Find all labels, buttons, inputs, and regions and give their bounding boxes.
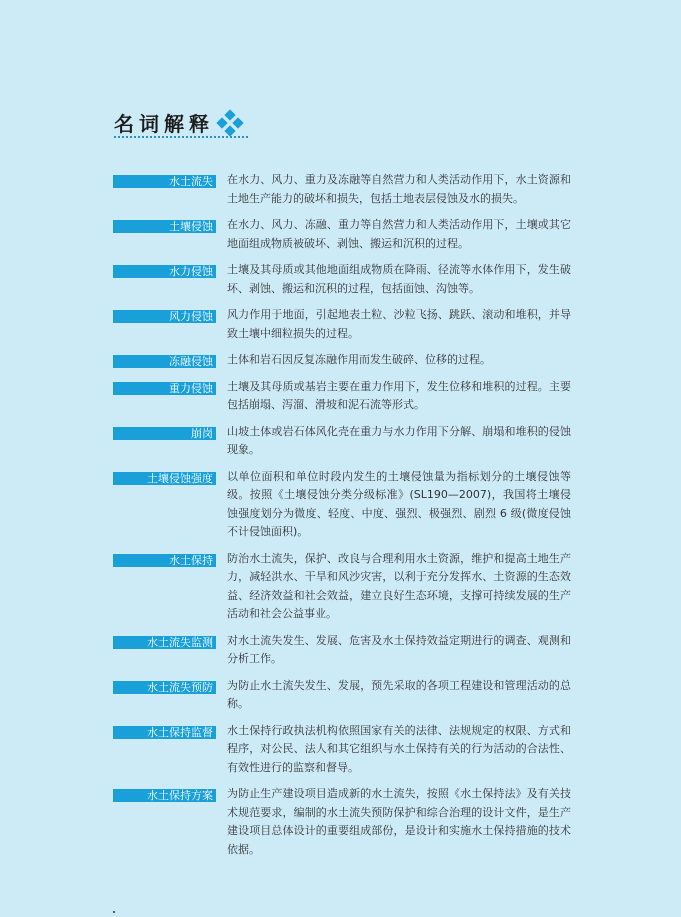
- glossary-item: [113, 468, 571, 542]
- term-definition: 风力作用于地面，引起地表土粒、沙粒飞扬、跳跃、滚动和堆积，并导致土壤中细粒损失的过程。: [227, 308, 571, 340]
- term-definition: 山坡土体或岩石体风化壳在重力与水力作用下分解、崩塌和堆积的侵蚀现象。: [227, 424, 571, 456]
- term-definition: 为防止生产建设项目造成新的水土流失，按照《水土保持法》及有关技术规范要求，编制的水土流失预防保护和综合治理的设计文件，是生产建设项目总体设计的重要组成部份，是设计和实施水土保持措施的技术依据。: [227, 787, 571, 856]
- term-label: 崩岗: [113, 427, 216, 440]
- term-definition: 在水力、风力、冻融、重力等自然营力和人类活动作用下，土壤或其它地面组成物质被破坏、剥蚀、搬运和沉积的过程。: [227, 218, 571, 250]
- page-corner-mark: [113, 911, 115, 913]
- term-label: 水土流失: [113, 175, 216, 188]
- four-diamond-icon: [218, 111, 242, 135]
- glossary-item: [113, 722, 571, 778]
- glossary-item: [113, 677, 571, 714]
- glossary-item: [113, 785, 571, 859]
- term-label: 水土保持方案: [113, 789, 216, 802]
- term-label: 水土流失监测: [113, 636, 216, 649]
- heading-underline: [114, 136, 248, 138]
- term-definition: 土壤及其母质或其他地面组成物质在降雨、径流等水体作用下，发生破坏、剥蚀、搬运和沉积的过程，包括面蚀、沟蚀等。: [227, 263, 571, 295]
- section-heading: [114, 108, 242, 137]
- glossary-item: [113, 216, 571, 253]
- term-definition: 对水土流失发生、发展、危害及水土保持效益定期进行的调查、观测和分析工作。: [227, 633, 571, 665]
- term-definition: 水土保持行政执法机构依照国家有关的法律、法规规定的权限、方式和程序，对公民、法人和其它组织与水土保持有关的行为活动的合法性、有效性进行的监察和督导。: [227, 723, 571, 774]
- term-label: 水力侵蚀: [113, 265, 216, 278]
- term-label: 水土保持监督: [113, 726, 216, 739]
- term-label: 水土流失预防: [113, 681, 216, 694]
- term-label: 土壤侵蚀强度: [113, 472, 216, 485]
- glossary-item: [113, 261, 571, 298]
- term-label: 水土保持: [113, 554, 216, 567]
- page-title: 名词解释: [114, 112, 214, 136]
- term-definition: 在水力、风力、重力及冻融等自然营力和人类活动作用下，水土资源和土地生产能力的破坏和损失，包括土地表层侵蚀及水的损失。: [227, 173, 571, 205]
- glossary-item: [113, 550, 571, 624]
- glossary-item: [113, 423, 571, 460]
- glossary-item: [113, 171, 571, 208]
- glossary-item: [113, 632, 571, 669]
- term-definition: 防治水土流失，保护、改良与合理利用水土资源，维护和提高土地生产力，减轻洪水、干旱和风沙灾害，以利于充分发挥水、土资源的生态效益、经济效益和社会效益，建立良好生态环境，支撑可持续发展的生产活动和社会公益事业。: [227, 551, 571, 620]
- term-label: 风力侵蚀: [113, 310, 216, 323]
- term-definition: 土壤及其母质或基岩主要在重力作用下，发生位移和堆积的过程。主要包括崩塌、泻溜、滑坡和泥石流等形式。: [227, 379, 571, 411]
- glossary-list: [113, 171, 571, 867]
- term-label: 冻融侵蚀: [113, 355, 216, 368]
- term-definition: 为防止水土流失发生、发展，预先采取的各项工程建设和管理活动的总称。: [227, 678, 571, 710]
- glossary-item: [113, 351, 571, 370]
- glossary-item: [113, 378, 571, 415]
- term-definition: 以单位面积和单位时段内发生的土壤侵蚀量为指标划分的土壤侵蚀等级。按照《土壤侵蚀分类分级标准》(SL190—2007)，我国将土壤侵蚀强度划分为微度、轻度、中度、强烈、极强烈、剧烈 6 级(微度侵蚀不计侵蚀面积)。: [227, 469, 571, 538]
- term-label: 土壤侵蚀: [113, 220, 216, 233]
- term-label: 重力侵蚀: [113, 382, 216, 395]
- glossary-item: [113, 306, 571, 343]
- term-definition: 土体和岩石因反复冻融作用而发生破碎、位移的过程。: [227, 353, 491, 366]
